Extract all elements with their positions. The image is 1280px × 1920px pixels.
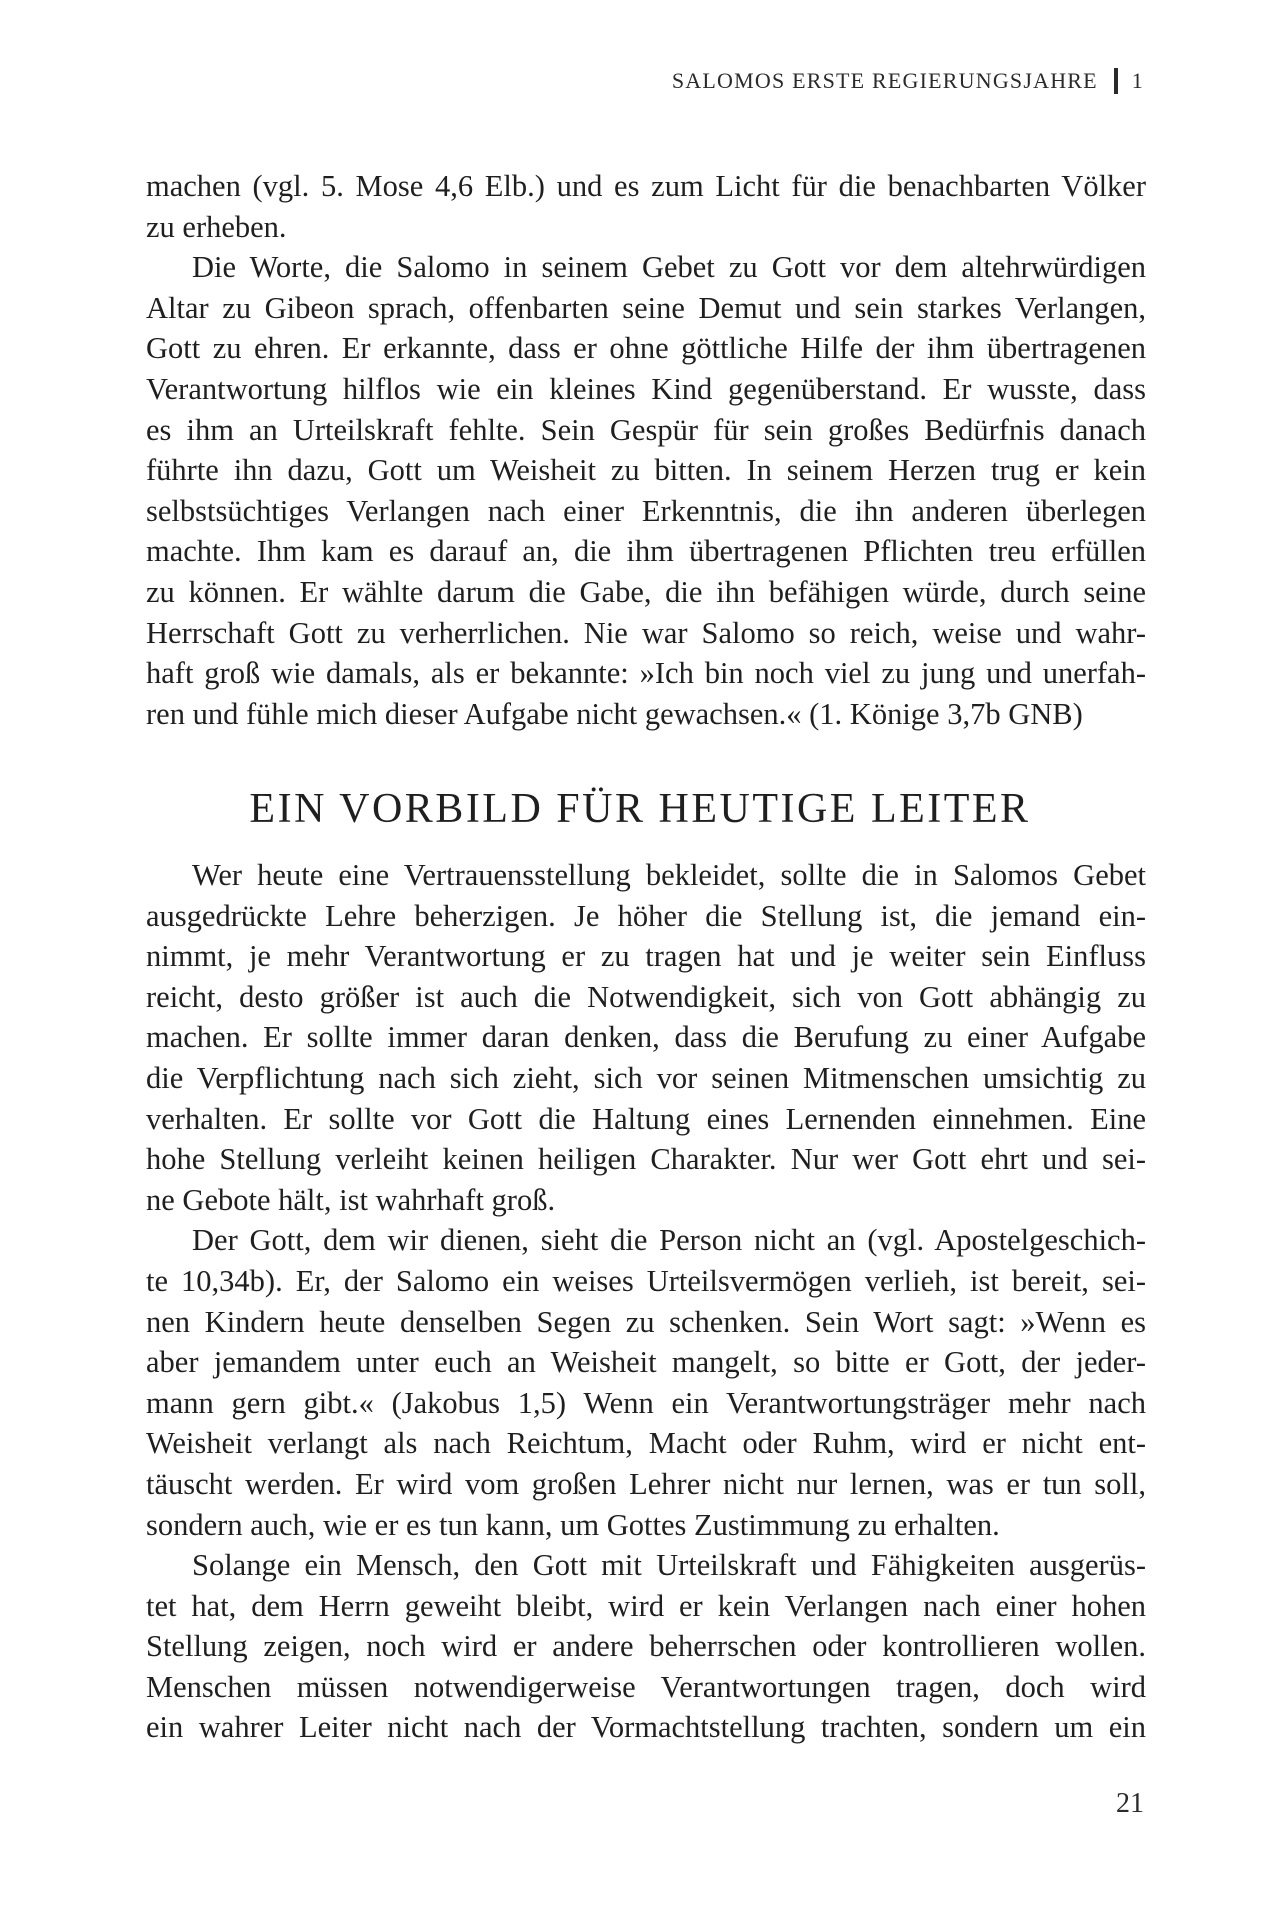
text-line: die Verpflichtung nach sich zieht, sich vor seinen Mitmenschen umsichtig zu xyxy=(146,1060,1146,1095)
text-line: mann gern gibt.« (Jakobus 1,5) Wenn ein Verantwortungsträger mehr nach xyxy=(146,1385,1146,1420)
text-line: haft groß wie damals, als er bekannte: »Ich bin noch viel zu jung und unerfah- xyxy=(146,656,1146,691)
header-divider xyxy=(1114,68,1118,94)
text-line: Solange ein Mensch, den Gott mit Urteilskraft und Fähigkeiten ausgerüs- xyxy=(192,1548,1146,1583)
text-line: Gott zu ehren. Er erkannte, dass er ohne göttliche Hilfe der ihm übertragenen xyxy=(146,331,1146,366)
text-line: hohe Stellung verleiht keinen heiligen Charakter. Nur wer Gott ehrt und sei- xyxy=(146,1142,1146,1177)
text-line: zu können. Er wählte darum die Gabe, die ihn befähigen würde, durch seine xyxy=(146,574,1146,609)
text-line: machte. Ihm kam es darauf an, die ihm übertragenen Pflichten treu erfüllen xyxy=(146,534,1146,569)
text-line: Altar zu Gibeon sprach, offenbarten seine Demut und sein starkes Verlangen, xyxy=(146,290,1146,325)
page-number: 21 xyxy=(1116,1788,1144,1819)
section-heading: EIN VORBILD FÜR HEUTIGE LEITER xyxy=(249,786,1031,832)
text-line: Stellung zeigen, noch wird er andere beherrschen oder kontrollieren wollen. xyxy=(146,1629,1146,1664)
text-line: nimmt, je mehr Verantwortung er zu tragen hat und je weiter sein Einfluss xyxy=(146,939,1146,974)
text-line: reicht, desto größer ist auch die Notwendigkeit, sich von Gott abhängig zu xyxy=(146,979,1146,1014)
text-line: täuscht werden. Er wird vom großen Lehrer nicht nur lernen, was er tun soll, xyxy=(146,1466,1146,1501)
text-line: nen Kindern heute denselben Segen zu schenken. Sein Wort sagt: »Wenn es xyxy=(146,1304,1146,1339)
text-line: Weisheit verlangt als nach Reichtum, Macht oder Ruhm, wird er nicht ent- xyxy=(146,1426,1146,1461)
running-header xyxy=(672,68,1144,94)
text-line: tet hat, dem Herrn geweiht bleibt, wird er kein Verlangen nach einer hohen xyxy=(146,1588,1146,1623)
text-line: verhalten. Er sollte vor Gott die Haltung eines Lernenden einnehmen. Eine xyxy=(146,1101,1146,1136)
running-title: SALOMOS ERSTE REGIERUNGSJAHRE xyxy=(671,68,1098,93)
text-line: Herrschaft Gott zu verherrlichen. Nie war Salomo so reich, weise und wahr- xyxy=(146,615,1146,650)
text-line: te 10,34b). Er, der Salomo ein weises Urteilsvermögen verlieh, ist bereit, sei- xyxy=(146,1263,1146,1298)
text-line: Verantwortung hilflos wie ein kleines Kind gegenüberstand. Er wusste, dass xyxy=(146,371,1146,406)
text-line: aber jemandem unter euch an Weisheit mangelt, so bitte er Gott, der jeder- xyxy=(146,1345,1146,1380)
text-line: führte ihn dazu, Gott um Weisheit zu bitten. In seinem Herzen trug er kein xyxy=(146,453,1146,488)
chapter-number: 1 xyxy=(1131,68,1144,93)
text-line: Menschen müssen notwendigerweise Verantwortungen tragen, doch wird xyxy=(146,1669,1146,1704)
text-line: ein wahrer Leiter nicht nach der Vormachtstellung trachten, sondern um ein xyxy=(146,1710,1146,1745)
text-line: ausgedrückte Lehre beherzigen. Je höher die Stellung ist, die jemand ein- xyxy=(146,898,1146,933)
text-line: Der Gott, dem wir dienen, sieht die Person nicht an (vgl. Apostelgeschich- xyxy=(192,1223,1146,1258)
text-line: Wer heute eine Vertrauensstellung bekleidet, sollte die in Salomos Gebet xyxy=(192,858,1146,892)
text-line: machen (vgl. 5. Mose 4,6 Elb.) und es zum Licht für die benachbarten Völker xyxy=(146,169,1146,203)
text-line: machen. Er sollte immer daran denken, dass die Berufung zu einer Aufgabe xyxy=(146,1020,1146,1055)
text-line: es ihm an Urteilskraft fehlte. Sein Gespür für sein großes Bedürfnis danach xyxy=(146,412,1146,447)
text-line: ren und fühle mich dieser Aufgabe nicht gewachsen.« (1. Könige 3,7b GNB) xyxy=(146,696,1083,731)
text-line: ne Gebote hält, ist wahrhaft groß. xyxy=(146,1182,556,1217)
body-text-before-heading xyxy=(146,166,1146,734)
text-line: zu erheben. xyxy=(146,209,287,244)
text-line: sondern auch, wie er es tun kann, um Gottes Zustimmung zu erhalten. xyxy=(146,1507,1000,1542)
body-text-after-heading xyxy=(146,855,1146,1748)
text-line: selbstsüchtiges Verlangen nach einer Erkenntnis, die ihn anderen überlegen xyxy=(146,493,1146,528)
text-line: Die Worte, die Salomo in seinem Gebet zu Gott vor dem altehrwürdigen xyxy=(192,250,1146,285)
